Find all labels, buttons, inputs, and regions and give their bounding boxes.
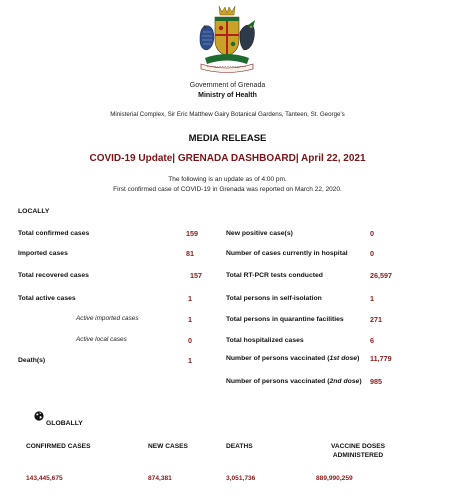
global-header-vaccine-doses: VACCINE DOSES ADMINISTERED bbox=[330, 443, 386, 459]
stat-label-recovered: Total recovered cases bbox=[18, 272, 89, 279]
ministry-name: Ministry of Health bbox=[198, 92, 257, 99]
update-time-note: The following is an update as of 4:00 pm. bbox=[168, 176, 287, 183]
stat-label-imported: Imported cases bbox=[18, 250, 68, 257]
stat-label-quarantine: Total persons in quarantine facilities bbox=[226, 316, 344, 323]
globally-section-title: GLOBALLY bbox=[46, 420, 83, 427]
global-header-new-cases: NEW CASES bbox=[148, 443, 188, 450]
stat-label-deaths: Death(s) bbox=[18, 357, 46, 364]
stat-value-hospitalized: 6 bbox=[370, 336, 374, 345]
stat-label-active-local: Active local cases bbox=[76, 336, 127, 343]
stat-value-quarantine: 271 bbox=[370, 315, 382, 324]
media-release-title: MEDIA RELEASE bbox=[188, 133, 267, 144]
government-name: Government of Grenada bbox=[189, 82, 266, 89]
stat-label-new-positive: New positive case(s) bbox=[226, 230, 293, 237]
global-value-deaths: 3,051,736 bbox=[226, 475, 256, 482]
stat-label-active-imported: Active imported cases bbox=[76, 315, 139, 322]
global-value-vaccine-doses: 889,990,259 bbox=[316, 475, 353, 482]
stat-value-rt-pcr-tests: 26,597 bbox=[370, 271, 392, 280]
global-value-confirmed: 143,445,675 bbox=[26, 475, 63, 482]
stat-label-in-hospital: Number of cases currently in hospital bbox=[226, 250, 348, 257]
stat-value-total-confirmed: 159 bbox=[186, 229, 198, 238]
stat-value-self-isolation: 1 bbox=[370, 294, 374, 303]
stat-value-imported: 81 bbox=[186, 249, 194, 258]
global-header-deaths: DEATHS bbox=[226, 443, 253, 450]
locally-section-title: LOCALLY bbox=[18, 208, 50, 215]
stat-label-vaccinated-first-dose: Number of persons vaccinated (1st dose) bbox=[226, 355, 360, 362]
globe-icon bbox=[34, 411, 44, 421]
stat-label-self-isolation: Total persons in self-isolation bbox=[226, 295, 322, 302]
stat-label-hospitalized: Total hospitalized cases bbox=[226, 337, 304, 344]
stat-label-active: Total active cases bbox=[18, 295, 76, 302]
stat-label-rt-pcr-tests: Total RT-PCR tests conducted bbox=[226, 272, 323, 279]
stat-label-total-confirmed: Total confirmed cases bbox=[18, 230, 90, 237]
grenada-coat-of-arms-icon bbox=[195, 2, 259, 76]
global-header-confirmed: CONFIRMED CASES bbox=[26, 443, 91, 450]
stat-value-vaccinated-first-dose: 11,779 bbox=[370, 354, 392, 363]
stat-value-active: 1 bbox=[188, 294, 192, 303]
stat-label-vaccinated-second-dose: Number of persons vaccinated (2nd dose) bbox=[226, 378, 362, 385]
stat-value-new-positive: 0 bbox=[370, 229, 374, 238]
global-value-new-cases: 874,381 bbox=[148, 475, 172, 482]
stat-value-vaccinated-second-dose: 985 bbox=[370, 377, 382, 386]
stat-value-active-imported: 1 bbox=[188, 315, 192, 324]
stat-value-deaths: 1 bbox=[188, 356, 192, 365]
ministry-address: Ministerial Complex, Sir Eric Matthew Gairy Botanical Gardens, Tanteen, St. George's bbox=[110, 111, 345, 118]
stat-value-in-hospital: 0 bbox=[370, 249, 374, 258]
stat-value-recovered: 157 bbox=[190, 271, 202, 280]
first-case-note: First confirmed case of COVID-19 in Grenada was reported on March 22, 2020. bbox=[113, 186, 342, 193]
dashboard-headline: COVID-19 Update| GRENADA DASHBOARD| April 22, 2021 bbox=[89, 153, 366, 164]
stat-value-active-local: 0 bbox=[188, 336, 192, 345]
